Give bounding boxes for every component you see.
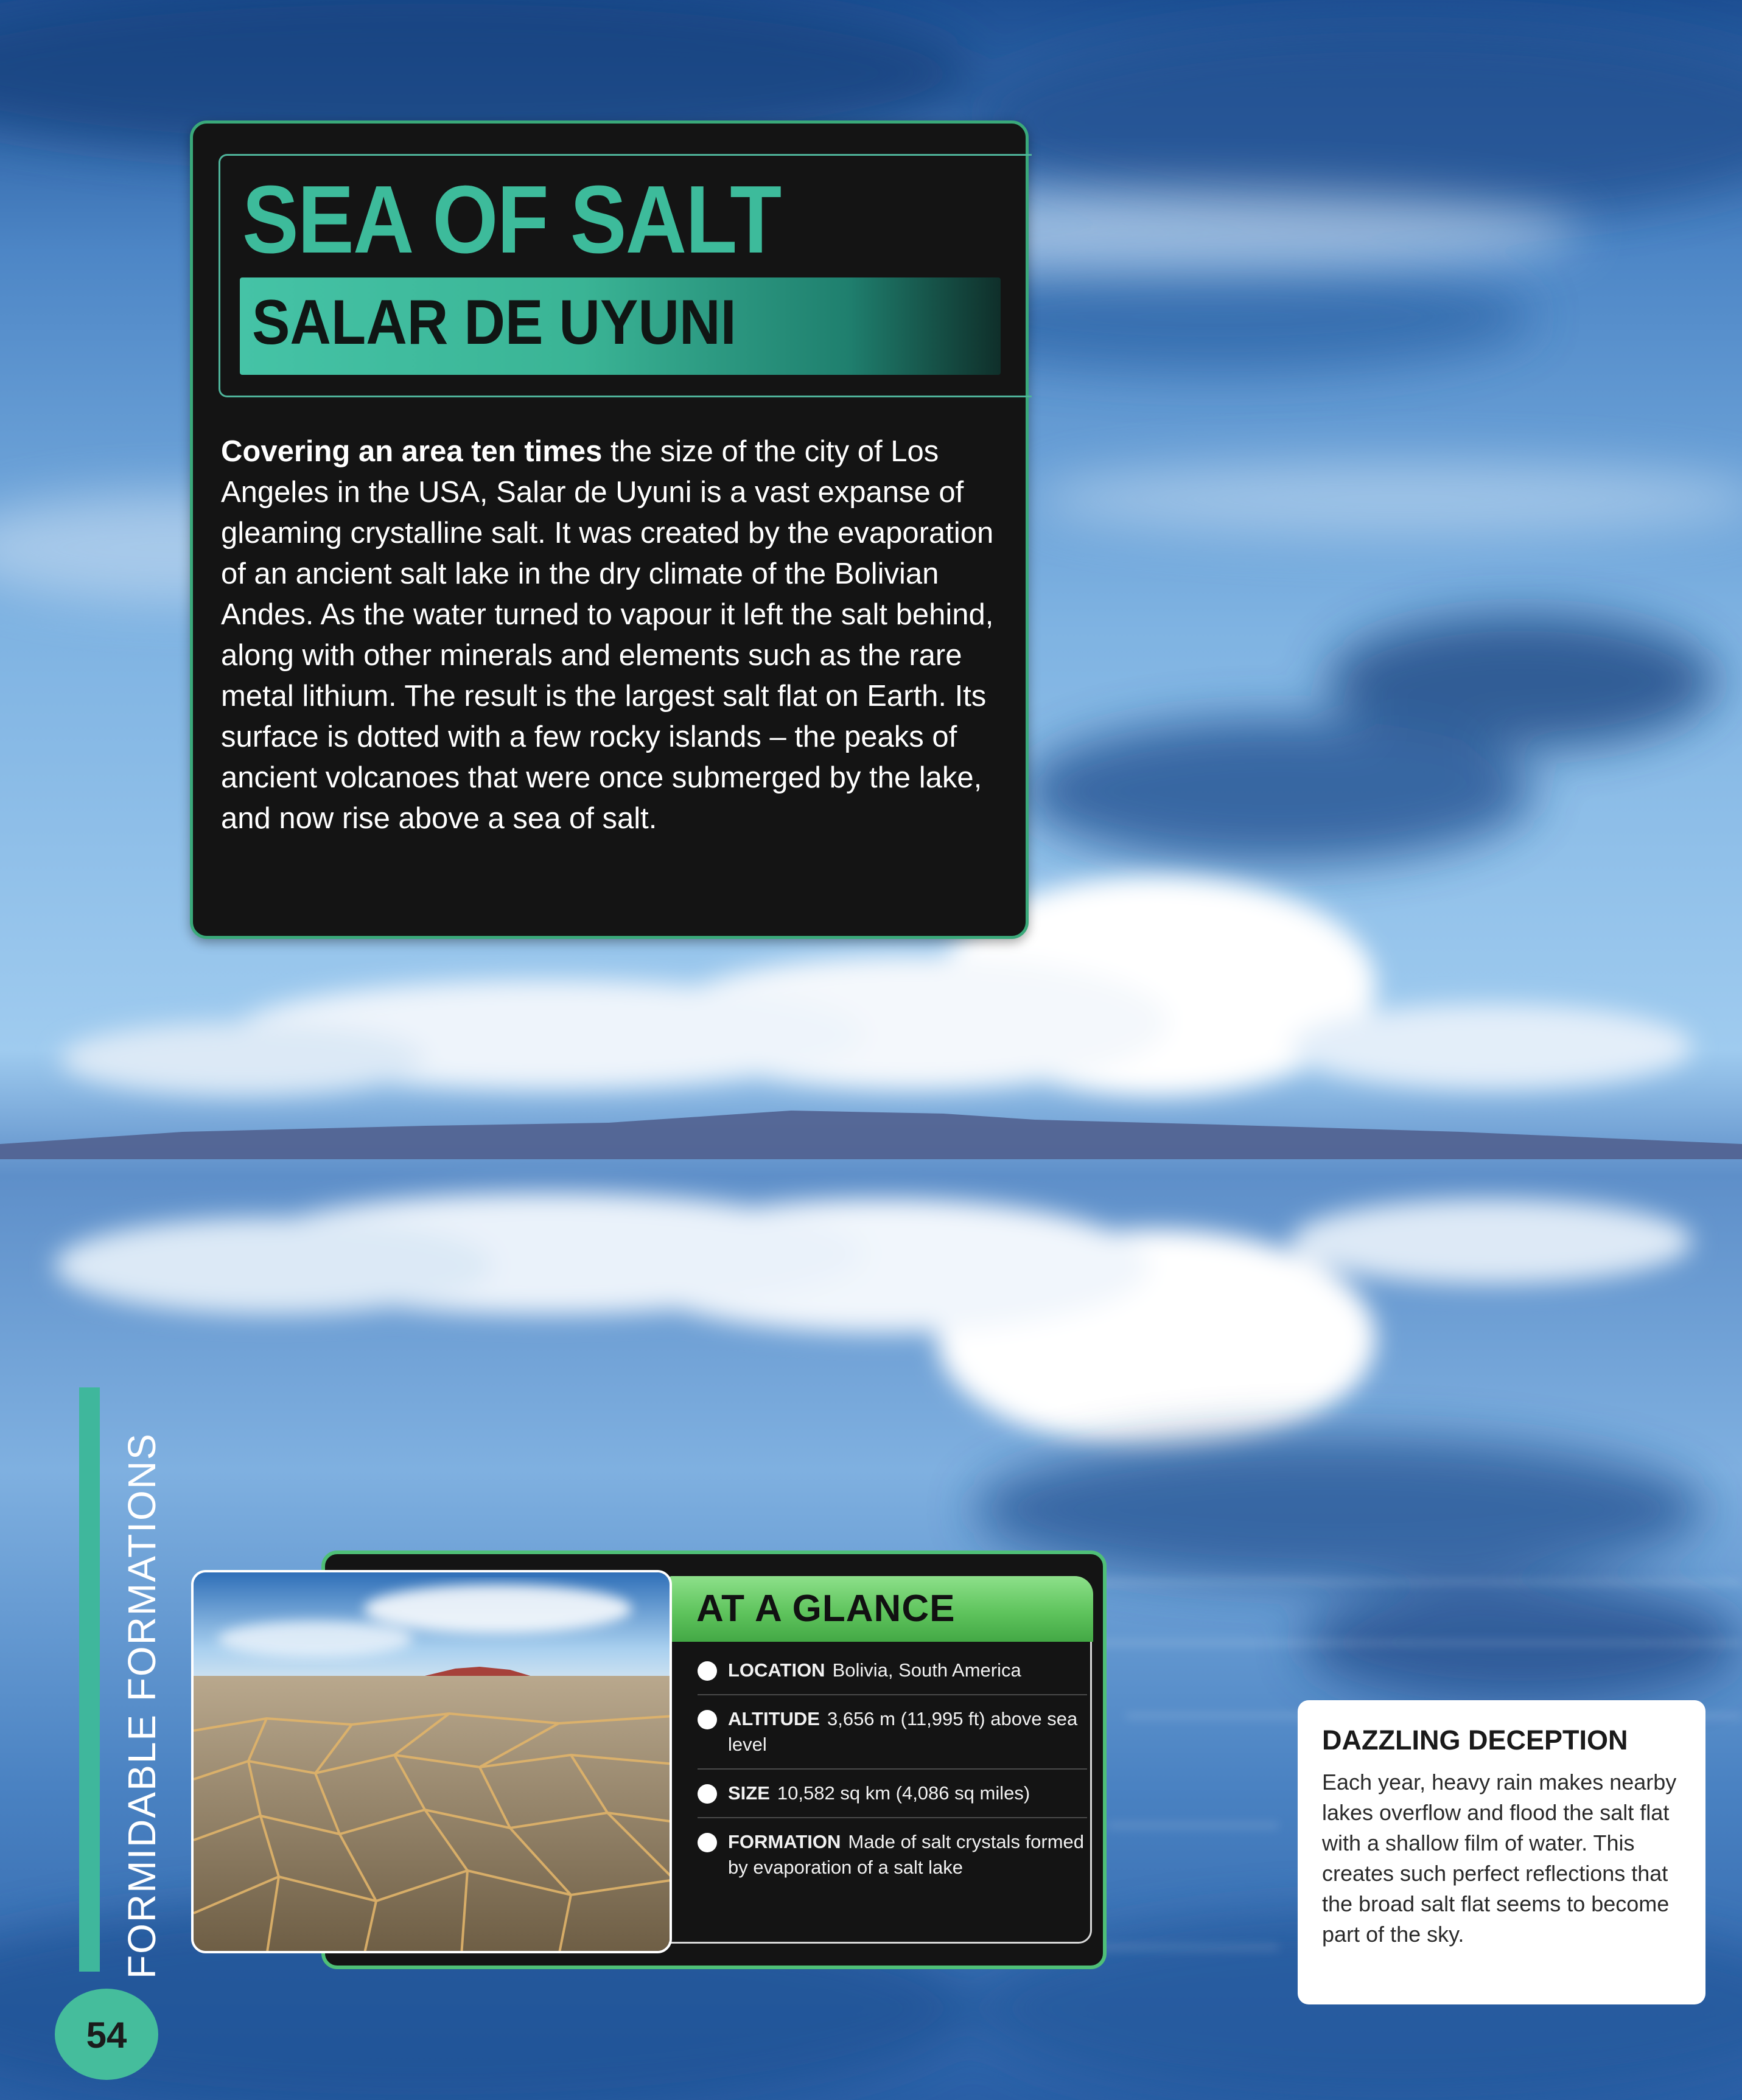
section-label: FORMIDABLE FORMATIONS	[120, 1432, 164, 1979]
bullet-dot-icon	[698, 1784, 717, 1804]
page-number-badge	[55, 1989, 158, 2080]
fact-altitude	[698, 1695, 1087, 1770]
section-tab-strip	[79, 1387, 100, 1972]
glance-heading: AT A GLANCE	[696, 1588, 956, 1630]
fact-value: 10,582 sq km (4,086 sq miles)	[777, 1782, 1030, 1804]
page-number: 54	[86, 2015, 127, 2056]
page-title: SEA OF SALT	[242, 166, 781, 273]
intro-lead: Covering an area ten times	[221, 435, 603, 468]
intro-paragraph	[221, 431, 1018, 839]
salt-flat-photo	[191, 1570, 672, 1953]
intro-panel	[190, 120, 1029, 939]
deception-title: DAZZLING DECEPTION	[1322, 1725, 1628, 1756]
salt-flat-image	[194, 1572, 672, 1953]
fact-value: Made of salt crystals formed by evaporation of a salt lake	[728, 1831, 1085, 1878]
dazzling-deception-box	[1298, 1700, 1705, 2004]
fact-value: 3,656 m (11,995 ft) above sea level	[728, 1708, 1078, 1755]
subtitle-bar	[240, 277, 1001, 375]
fact-key: LOCATION	[728, 1659, 825, 1681]
fact-value: Bolivia, South America	[832, 1659, 1021, 1681]
fact-size	[698, 1770, 1087, 1818]
deception-body: Each year, heavy rain makes nearby lakes overflow and flood the salt flat with a shallow film of water. This creates such perfect reflections that the broad salt flat seems to become part of the sky.	[1322, 1770, 1677, 1947]
bullet-dot-icon	[698, 1710, 717, 1729]
bullet-dot-icon	[698, 1661, 717, 1681]
fact-key: ALTITUDE	[728, 1708, 820, 1729]
intro-text: the size of the city of Los Angeles in the USA, Salar de Uyuni is a vast expanse of gleaming crystalline salt. It was created by the evaporation of an ancient salt lake in the dry climate of the Bolivian Andes. As the water turned to vapour it left the salt behind, along with other minerals and elements such as the rare metal lithium. The result is the largest salt flat on Earth. Its surface is dotted with a few rocky islands – the peaks of ancient volcanoes that were once submerged by the lake, and now rise above a sea of salt.	[221, 435, 994, 835]
fact-key: SIZE	[728, 1782, 770, 1804]
bullet-dot-icon	[698, 1833, 717, 1852]
glance-heading-bar	[667, 1576, 1093, 1642]
page-subtitle: SALAR DE UYUNI	[252, 287, 736, 358]
at-a-glance-panel	[321, 1551, 1107, 1969]
glance-facts-list	[698, 1647, 1087, 1891]
fact-location	[698, 1647, 1087, 1695]
title-box	[219, 154, 1032, 397]
fact-formation	[698, 1818, 1087, 1891]
fact-key: FORMATION	[728, 1831, 841, 1852]
